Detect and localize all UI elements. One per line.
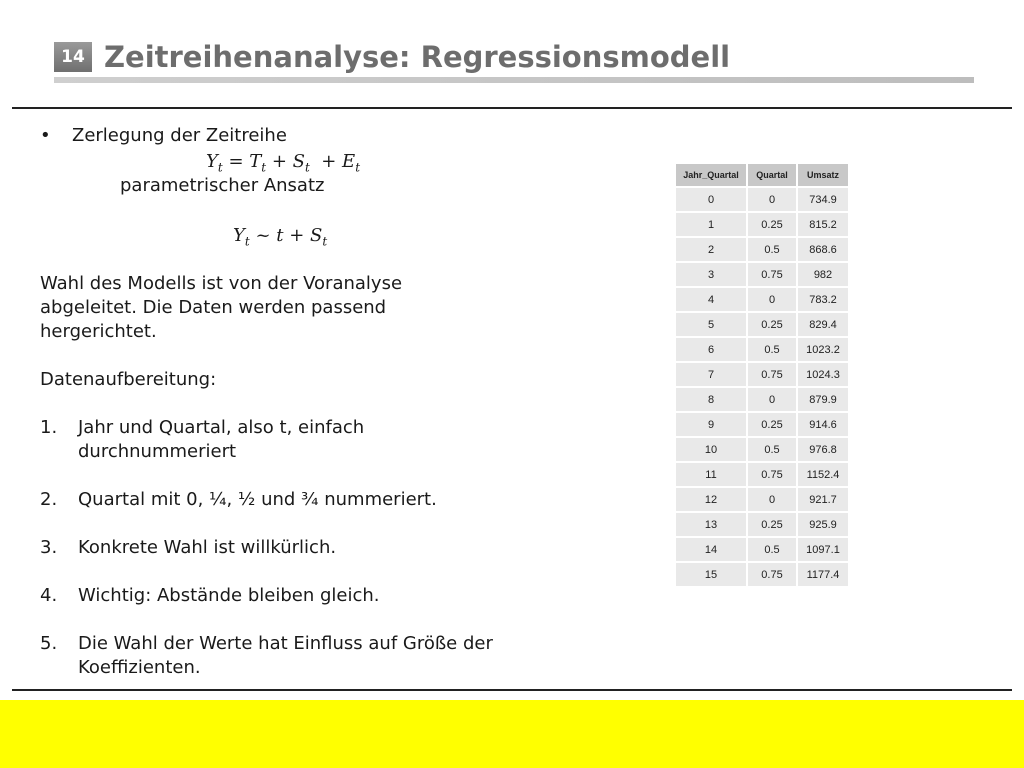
bullet-text: Zerlegung der Zeitreihe — [72, 125, 287, 146]
title-underline — [54, 77, 974, 83]
table-row: 8 0 879.9 — [676, 388, 848, 411]
table-row: 11 0.75 1152.4 — [676, 463, 848, 486]
approach-label: parametrischer Ansatz — [120, 175, 325, 196]
table-row: 10 0.5 976.8 — [676, 438, 848, 461]
slide-number-badge: 14 — [54, 42, 92, 72]
bullet-item — [40, 124, 287, 148]
table-row: 1 0.25 815.2 — [676, 213, 848, 236]
table-row: 14 0.5 1097.1 — [676, 538, 848, 561]
table-row: 4 0 783.2 — [676, 288, 848, 311]
top-divider — [12, 107, 1012, 109]
slide-title: Zeitreihenanalyse: Regressionsmodell — [104, 40, 731, 74]
model-paragraph: Wahl des Modells ist von der Voranalyse abgeleitet. Die Daten werden passend hergerichtet. — [40, 273, 403, 342]
table-row: 7 0.75 1024.3 — [676, 363, 848, 386]
table-row: 12 0 921.7 — [676, 488, 848, 511]
bottom-divider — [12, 689, 1012, 691]
table-header-row — [676, 164, 848, 186]
header-jahr-quartal: Jahr_Quartal — [676, 164, 746, 186]
table-row: 2 0.5 868.6 — [676, 238, 848, 261]
sales-data-table — [674, 162, 850, 588]
table-row: 15 0.75 1177.4 — [676, 563, 848, 586]
header-quartal: Quartal — [748, 164, 796, 186]
prep-label: Datenaufbereitung: — [40, 369, 217, 390]
header-umsatz: Umsatz — [798, 164, 848, 186]
decomposition-formula: $Y_t = T_t + S_t + E_t$ — [206, 151, 361, 175]
table-row: 9 0.25 914.6 — [676, 413, 848, 436]
table-row: 6 0.5 1023.2 — [676, 338, 848, 361]
model-formula: $Y_t$ ~ $t + S_t$ — [233, 225, 328, 249]
footer-band — [0, 700, 1024, 768]
table-row: 5 0.25 829.4 — [676, 313, 848, 336]
table-row: 3 0.75 982 — [676, 263, 848, 286]
bullet-dot-icon: • — [40, 125, 51, 146]
table-row: 13 0.25 925.9 — [676, 513, 848, 536]
table-row: 0 0 734.9 — [676, 188, 848, 211]
